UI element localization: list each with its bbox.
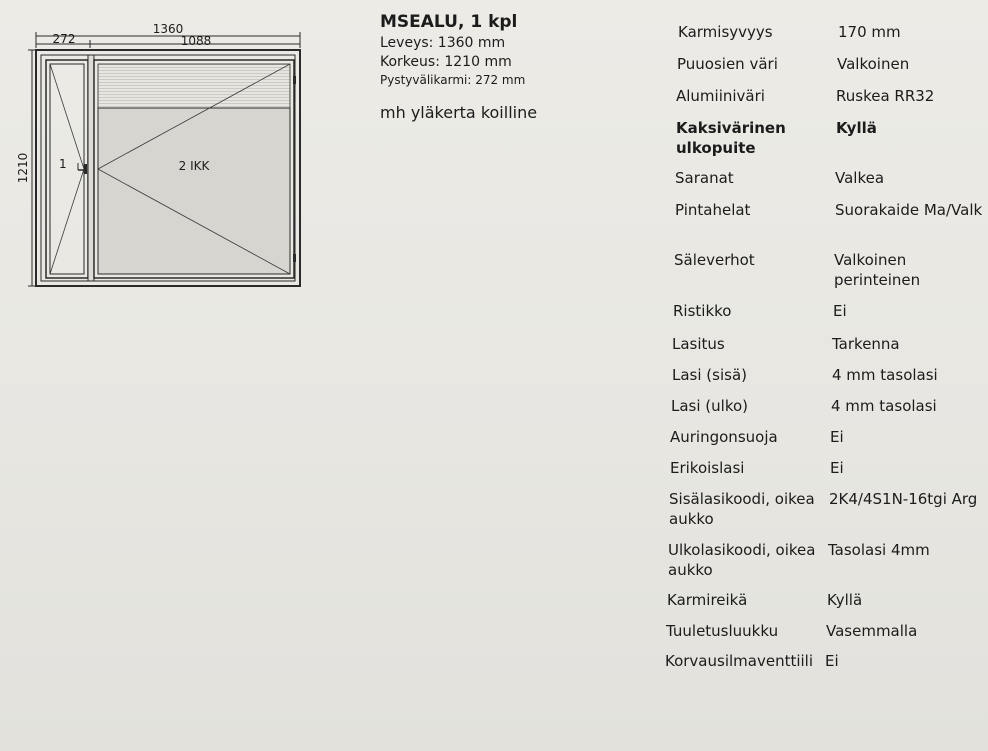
property-key: Auringonsuoja: [670, 428, 778, 446]
property-key: Lasi (sisä): [672, 366, 747, 384]
property-value: Ei: [833, 302, 847, 320]
property-key: Lasitus: [672, 335, 725, 353]
property-value: Suorakaide Ma/Valk: [835, 201, 983, 219]
property-value: Valkea: [835, 169, 885, 187]
property-value: 170 mm: [838, 23, 901, 41]
property-value: Valkoinen perinteinen: [834, 251, 921, 289]
property-key: Säleverhot: [674, 251, 755, 269]
dim-height: 1210: [16, 152, 30, 184]
property-value: Ei: [830, 428, 844, 446]
property-key: Karmireikä: [667, 591, 748, 609]
property-value: Valkoinen: [837, 55, 910, 73]
property-key: Tuuletusluukku: [666, 622, 779, 640]
property-key: Puuosien väri: [677, 55, 778, 73]
left-sash-label: 1: [59, 157, 67, 171]
property-key: Karmisyvyys: [678, 23, 773, 41]
height-line: Korkeus: 1210 mm: [380, 54, 512, 70]
property-key: Korvausilmaventtiili: [665, 652, 814, 670]
dim-left-width: 272: [52, 32, 76, 46]
property-key: Ulkolasikoodi, oikea aukko: [668, 541, 816, 579]
property-key: Saranat: [675, 169, 734, 187]
dim-right-width: 1088: [180, 34, 212, 48]
property-key: Ristikko: [673, 302, 732, 320]
property-key: Pintahelat: [675, 201, 751, 219]
property-value: Tasolasi 4mm: [828, 541, 930, 559]
property-value: Tarkenna: [832, 335, 900, 353]
property-key: Erikoislasi: [670, 459, 745, 477]
property-key: Lasi (ulko): [671, 397, 749, 415]
properties-table: [0, 22, 983, 722]
property-value: Ruskea RR32: [836, 87, 935, 105]
property-value: 4 mm tasolasi: [831, 397, 937, 415]
location-note: mh yläkerta koilline: [380, 103, 538, 122]
product-title: MSEALU, 1 kpl: [380, 12, 518, 32]
property-value: 2K4/4S1N-16tgi Arg: [829, 490, 978, 508]
property-value: Kyllä: [827, 591, 863, 609]
property-value: Vasemmalla: [826, 622, 918, 640]
property-value: 4 mm tasolasi: [832, 366, 938, 384]
property-value: Ei: [825, 652, 839, 670]
property-key: Alumiiniväri: [676, 87, 765, 105]
right-sash-label: 2 IKK: [178, 159, 210, 173]
property-key: Kaksivärinen ulkopuite: [676, 119, 786, 157]
dim-total-width: 1360: [152, 22, 184, 36]
property-key: Sisälasikoodi, oikea aukko: [669, 490, 815, 528]
property-value: Kyllä: [836, 119, 877, 137]
width-line: Leveys: 1360 mm: [380, 35, 506, 51]
mullion-line: Pystyvälikarmi: 272 mm: [380, 73, 526, 87]
property-value: Ei: [830, 459, 844, 477]
